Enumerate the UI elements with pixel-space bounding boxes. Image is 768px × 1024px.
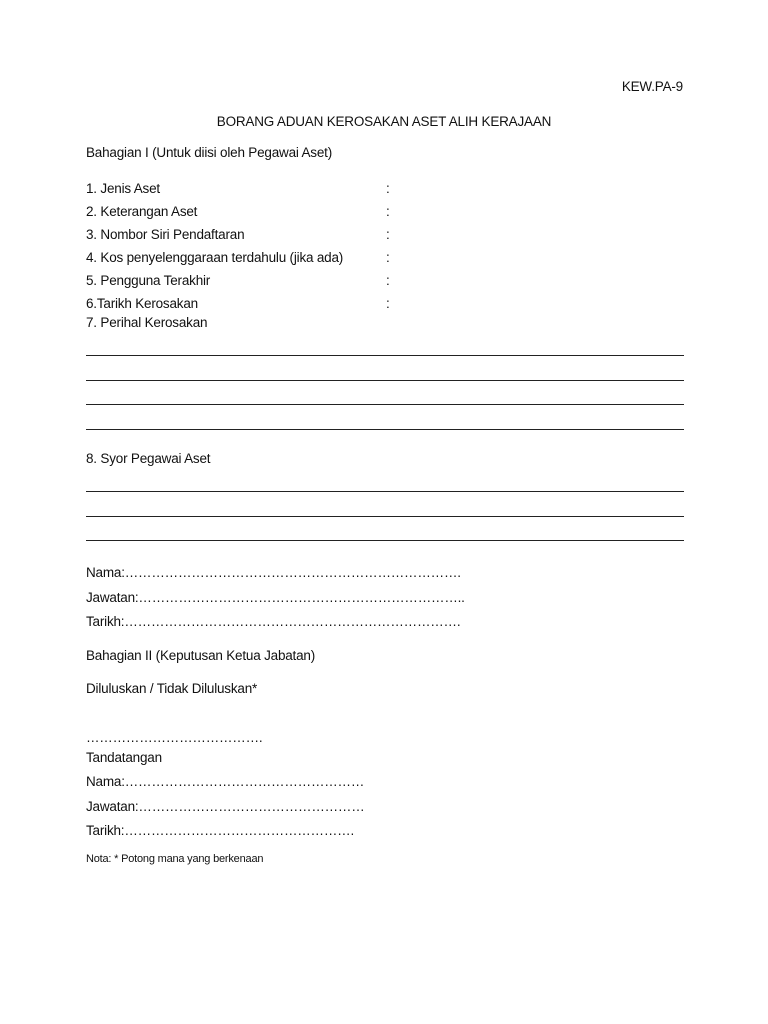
field-nombor-siri-colon: :	[386, 227, 390, 242]
field-kos-penyelenggaraan-colon: :	[386, 250, 390, 265]
form-code: KEW.PA-9	[621, 79, 683, 94]
signature-label: Tandatangan	[86, 750, 162, 765]
recommendation-write-line-3	[86, 540, 684, 541]
damage-write-line-1	[86, 355, 684, 356]
section1-tarikh-line: Tarikh:………………………………………………………………….	[86, 614, 461, 629]
recommendation-write-line-1	[86, 491, 684, 492]
form-title: BORANG ADUAN KEROSAKAN ASET ALIH KERAJAAN	[216, 114, 552, 129]
damage-write-line-2	[86, 380, 684, 381]
field-pengguna-terakhir-colon: :	[386, 273, 390, 288]
field-jenis-aset-colon: :	[386, 181, 390, 196]
field-kos-penyelenggaraan-label: 4. Kos penyelenggaraan terdahulu (jika ada)	[86, 250, 344, 265]
syor-pegawai-aset-label: 8. Syor Pegawai Aset	[86, 451, 211, 466]
field-keterangan-aset-colon: :	[386, 204, 390, 219]
field-tarikh-kerosakan-colon: :	[386, 296, 390, 311]
section1-jawatan-line: Jawatan:………………………………………………………………..	[86, 590, 465, 605]
decision-text: Diluluskan / Tidak Diluluskan*	[86, 681, 258, 696]
field-pengguna-terakhir-label: 5. Pengguna Terakhir	[86, 273, 211, 288]
section2-nama-line: Nama:………………………………………………	[86, 774, 365, 789]
field-keterangan-aset-label: 2. Keterangan Aset	[86, 204, 198, 219]
recommendation-write-line-2	[86, 516, 684, 517]
perihal-kerosakan-label: 7. Perihal Kerosakan	[86, 315, 208, 330]
section2-heading: Bahagian II (Keputusan Ketua Jabatan)	[86, 648, 316, 663]
field-jenis-aset-label: 1. Jenis Aset	[86, 181, 160, 196]
signature-line: ………………………………….	[86, 730, 263, 745]
footnote: Nota: * Potong mana yang berkenaan	[86, 853, 264, 865]
field-nombor-siri-label: 3. Nombor Siri Pendaftaran	[86, 227, 245, 242]
section1-heading: Bahagian I (Untuk diisi oleh Pegawai Aset)	[86, 145, 332, 160]
section1-nama-line: Nama:………………………………………………………………….	[86, 565, 461, 580]
section2-tarikh-line: Tarikh:…………………………………………….	[86, 823, 355, 838]
section2-jawatan-line: Jawatan:……………………………………………	[86, 799, 365, 814]
damage-write-line-3	[86, 404, 684, 405]
field-tarikh-kerosakan-label: 6.Tarikh Kerosakan	[86, 296, 198, 311]
damage-write-line-4	[86, 429, 684, 430]
